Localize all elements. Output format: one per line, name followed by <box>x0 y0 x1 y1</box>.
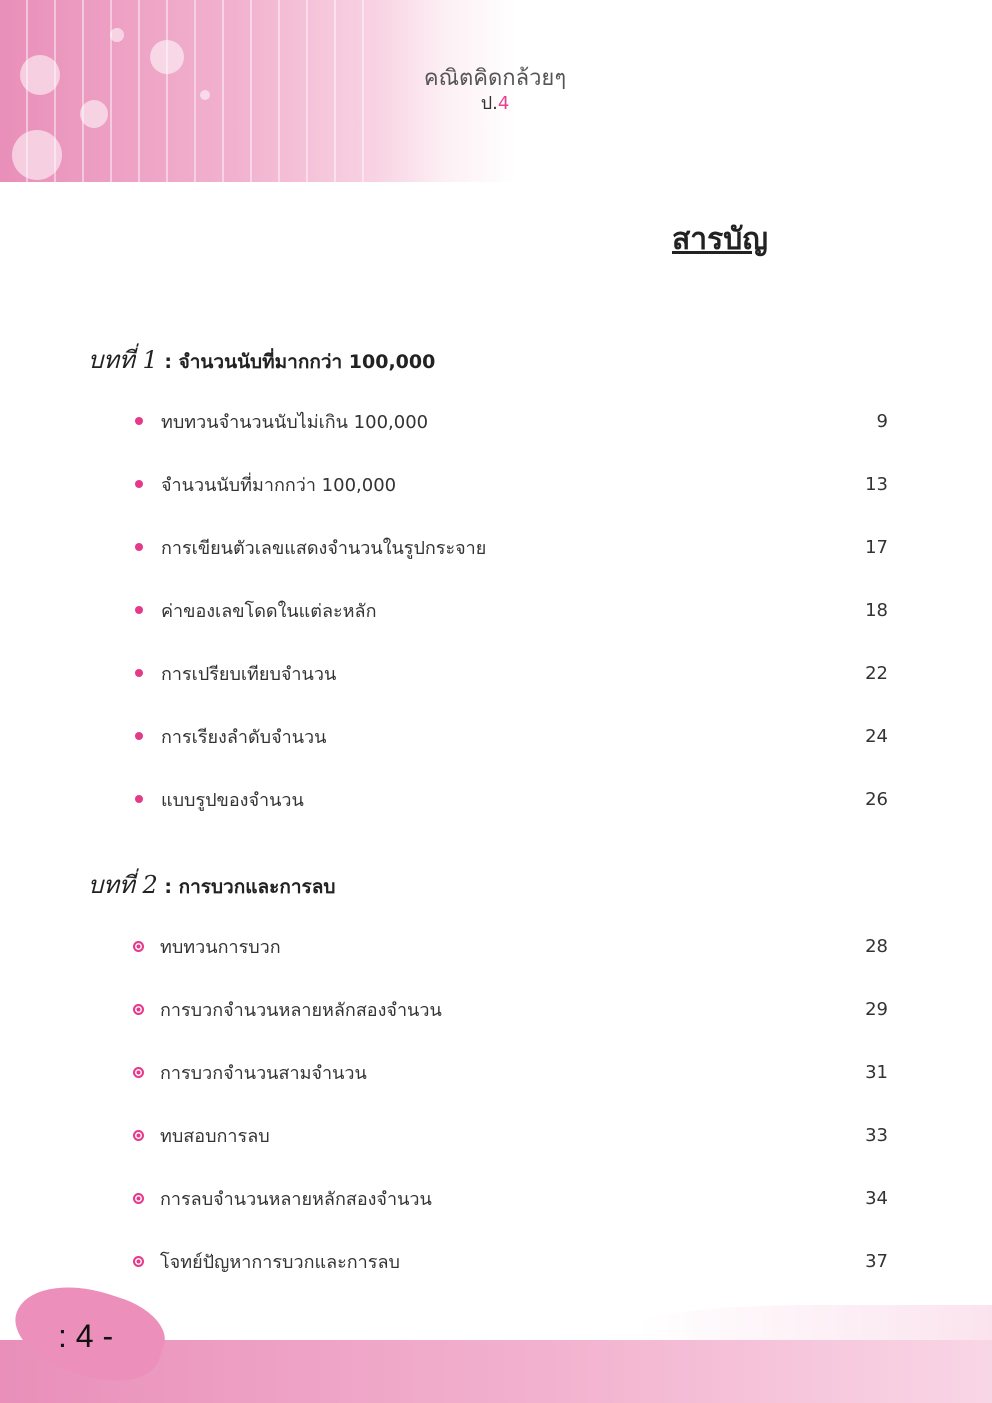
entry-page: 31 <box>865 1061 888 1083</box>
entry-page: 18 <box>865 599 888 621</box>
book-title: คณิตคิดกล้วยๆ <box>423 66 567 91</box>
entry-title: โจทย์ปัญหาการบวกและการลบ <box>160 1251 400 1273</box>
toc-entry[interactable] <box>132 659 888 687</box>
entry-page: 9 <box>876 410 888 432</box>
entry-page: 17 <box>865 536 888 558</box>
toc-entry[interactable] <box>132 995 888 1023</box>
entry-title: การบวกจำนวนหลายหลักสองจำนวน <box>160 999 442 1021</box>
entry-title: การเขียนตัวเลขแสดงจำนวนในรูปกระจาย <box>161 537 487 559</box>
entry-title: การเรียงลำดับจำนวน <box>161 726 327 748</box>
entry-page: 13 <box>865 473 888 495</box>
entry-title: การบวกจำนวนสามจำนวน <box>160 1062 367 1084</box>
grade-prefix: ป. <box>480 93 498 114</box>
entry-title: ทบทวนการบวก <box>160 936 281 958</box>
entry-title: การลบจำนวนหลายหลักสองจำนวน <box>160 1188 432 1210</box>
entry-page: 24 <box>865 725 888 747</box>
bullet-icon <box>135 417 143 425</box>
chapter-title: : จำนวนนับที่มากกว่า 100,000 <box>164 351 436 373</box>
entry-title: ทบทวนจำนวนนับไม่เกิน 100,000 <box>161 411 429 433</box>
toc-entry[interactable] <box>132 470 888 498</box>
bullet-icon <box>133 1193 144 1204</box>
toc-entry[interactable] <box>132 932 888 960</box>
entry-page: 22 <box>865 662 888 684</box>
bullet-icon <box>133 1004 144 1015</box>
chapter-title: : การบวกและการลบ <box>164 876 336 898</box>
bullet-icon <box>133 1256 144 1267</box>
bullet-icon <box>135 480 143 488</box>
bullet-icon <box>135 606 143 614</box>
bullet-icon <box>135 543 143 551</box>
toc-entry[interactable] <box>132 722 888 750</box>
page-number: : 4 - <box>58 1318 114 1354</box>
toc-entry[interactable] <box>132 1247 888 1275</box>
bullet-icon <box>133 1067 144 1078</box>
entry-title: ค่าของเลขโดดในแต่ละหลัก <box>161 600 377 622</box>
bullet-icon <box>135 669 143 677</box>
footer-decoration <box>640 1305 992 1345</box>
entry-page: 26 <box>865 788 888 810</box>
entry-page: 37 <box>865 1250 888 1272</box>
toc-entry[interactable] <box>132 785 888 813</box>
toc-entry[interactable] <box>132 407 888 435</box>
book-grade <box>405 88 585 117</box>
bullet-icon <box>135 795 143 803</box>
chapter-label: บทที่ 2 <box>88 871 158 899</box>
toc-entry[interactable] <box>132 1184 888 1212</box>
entry-page: 29 <box>865 998 888 1020</box>
entry-title: แบบรูปของจำนวน <box>161 789 304 811</box>
bullet-icon <box>133 1130 144 1141</box>
entry-page: 34 <box>865 1187 888 1209</box>
toc-entry[interactable] <box>132 596 888 624</box>
bullet-icon <box>135 732 143 740</box>
entry-title: การเปรียบเทียบจำนวน <box>161 663 337 685</box>
entry-page: 33 <box>865 1124 888 1146</box>
grade-number: 4 <box>497 93 510 114</box>
entry-title: ทบสอบการลบ <box>160 1125 270 1147</box>
toc-entry[interactable] <box>132 1058 888 1086</box>
toc-entry[interactable] <box>132 1121 888 1149</box>
chapter-2-heading <box>88 865 335 904</box>
toc-entry[interactable] <box>132 533 888 561</box>
toc-title: สารบัญ <box>672 222 768 257</box>
bullet-icon <box>133 941 144 952</box>
chapter-label: บทที่ 1 <box>88 346 158 374</box>
entry-page: 28 <box>865 935 888 957</box>
entry-title: จำนวนนับที่มากกว่า 100,000 <box>161 474 397 496</box>
chapter-1-heading <box>88 340 435 379</box>
